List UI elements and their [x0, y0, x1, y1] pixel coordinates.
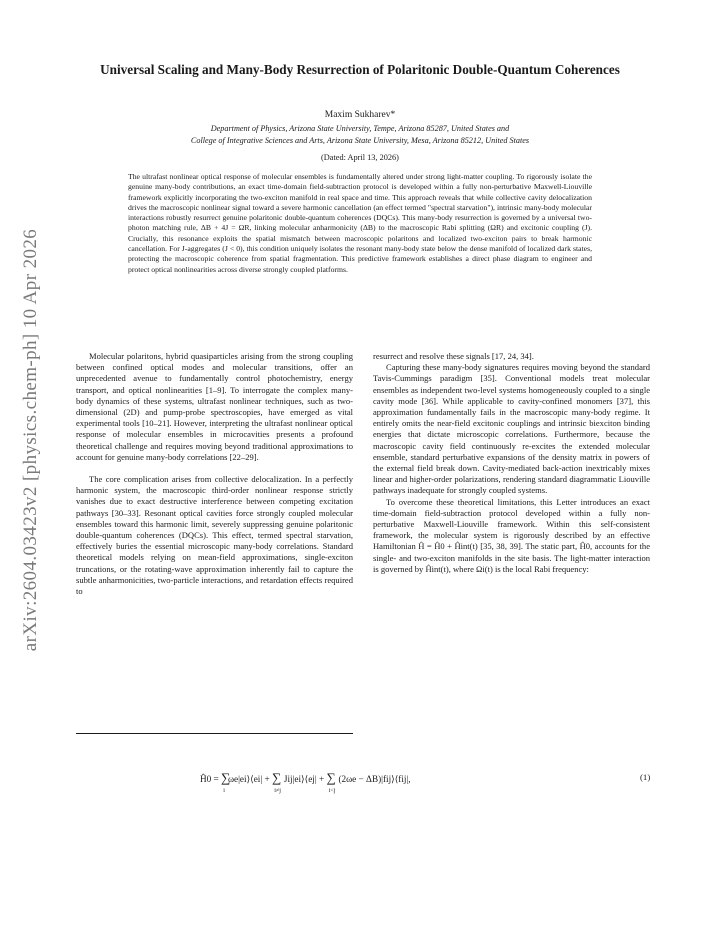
dated-line: (Dated: April 13, 2026)	[321, 153, 399, 162]
sum-index: i<j	[328, 788, 336, 794]
sum-index: i≠j	[274, 788, 281, 794]
equation-1	[200, 770, 411, 794]
body-paragraph: resurrect and resolve these signals [17, 24, 34].	[373, 351, 534, 361]
arxiv-id-label: arXiv:2604.03423v2 [physics.chem-ph] 10 Apr 2026	[20, 228, 41, 652]
equation-lhs: Ĥ0 =	[200, 774, 222, 784]
body-paragraph: The core complication arises from collective delocalization. In a perfectly harmonic system, the macroscopic third-order nonlinear response strictly vanishes due to exact destructive interference between competing excitation pathways [30–33]. Resonant optical cavities force strongly coupled molecular ensembles toward this harmonic limit, severely suppressing genuine polaritonic double-quantum coherences (DQCs). This effect, termed spectral starvation, effectively buries the essential microscopic many-body correlations. Standard theoretical models relying on mean-field approximations, single-exciton truncations, or the rotating-wave approximation inherently fail to capture the subtle anharmonicities, two-particle interactions, and retardation effects required to	[76, 474, 353, 597]
affiliation-line-2: College of Integrative Sciences and Arts, Arizona State University, Mesa, Arizona 85212, United States	[190, 136, 530, 145]
body-paragraph: Molecular polaritons, hybrid quasiparticles arising from the strong coupling between confined optical modes and molecular transitions, offer an unprecedented avenue to fundamentally control photochemistry, energy transport, and optical nonlinearities [1–9]. To interrogate the complex many-body dynamics of these systems, ultrafast nonlinear techniques, such as two-dimensional (2D) and pump-probe spectroscopies, have emerged as vital experimental tools [10–21]. However, interpreting the ultrafast nonlinear optical response of molecular ensembles in microcavities presents a profound theoretical challenge and requires moving beyond traditional approximations to account for genuine many-body correlations [22–29].	[76, 351, 353, 462]
sum-symbol: ∑	[326, 770, 336, 785]
body-paragraph: Capturing these many-body signatures requires moving beyond the standard Tavis-Cummings paradigm [35]. Conventional models treat molecular ensembles as independent two-level systems homogeneously coupled to a single cavity mode [36]. While applicable to cavity-confined monomers [37], this approximation fundamentally fails in the macroscopic many-body regime. It entirely omits the near-field excitonic couplings and intrinsic biexciton binding energies that dictate microscopic correlations. Furthermore, because the macroscopic cavity field continuously re-excites the extended molecular ensemble, standard perturbative expansions of the density matrix in powers of the external field break down. Cavity-mediated back-action inextricably mixes linear and higher-order polarizations, rendering standard diagrammatic Liouville pathways inadequate for strongly coupled systems.	[373, 362, 650, 496]
arxiv-sidebar-stamp	[14, 200, 48, 680]
paper-title: Universal Scaling and Many-Body Resurrection of Polaritonic Double-Quantum Coherences	[100, 62, 620, 77]
right-column	[373, 351, 650, 575]
affiliation-line-1: Department of Physics, Arizona State University, Tempe, Arizona 85287, United States and	[210, 124, 510, 133]
left-column	[76, 351, 353, 597]
sum-symbol: ∑	[271, 770, 282, 785]
abstract: The ultrafast nonlinear optical response of molecular ensembles is fundamentally altered under strong light-matter coupling. To rigorously isolate the genuine many-body contributions, an exact time-domain field-subtraction protocol is developed within a fully non-perturbative Maxwell-Liouville framework explicitly incorporating the two-exciton manifold in real space and time. This approach reveals that while collective cavity delocalization drives the macroscopic nonlinear signal toward a severe harmonic cancellation (an effect termed "spectral starvation"), intrinsic many-body molecular interactions robustly resurrect genuine polaritonic double-quantum coherences (DQCs). This many-body resurrection is governed by a universal two-photon matching rule, ΔB + 4J = ΩR, linking molecular anharmonicity (ΔB) to the macroscopic Rabi splitting (ΩR) and excitonic coupling (J). Crucially, this resonance exploits the spatial mismatch between macroscopic polaritons and localized two-exciton pairs to break harmonic cancellation. For J-aggregates (J < 0), this condition uniquely isolates the resonant many-body state below the dense manifold of localized dark states, protecting the macroscopic coherence from spatial fragmentation. This predictive framework establishes a direct phase diagram to engineer and protect optical nonlinearities across diverse strongly coupled platforms.	[128, 172, 592, 274]
equation-term: ωe|ei⟩⟨ei| +	[227, 774, 272, 784]
equation-term: Jij|ei⟩⟨ej| +	[283, 774, 327, 784]
footnote-rule	[76, 733, 353, 734]
equation-term: (2ωe − ΔB)|fij⟩⟨fij|,	[338, 774, 411, 784]
body-paragraph: To overcome these theoretical limitations, this Letter introduces an exact time-domain field-subtraction protocol developed within a fully non-perturbative Maxwell-Liouville framework. Within this self-consistent framework, the molecular system is rigorously described by an effective Hamiltonian Ĥ = Ĥ0 + Ĥint(t) [35, 38, 39]. The static part, Ĥ0, accounts for the single- and two-exciton manifolds in the site basis. The light-matter interaction is governed by Ĥint(t), where Ωi(t) is the local Rabi frequency:	[373, 496, 650, 574]
author-name: Maxim Sukharev*	[324, 110, 396, 120]
sum-index: i	[223, 788, 225, 794]
sum-symbol: ∑	[221, 770, 231, 785]
equation-number: (1)	[640, 772, 651, 782]
